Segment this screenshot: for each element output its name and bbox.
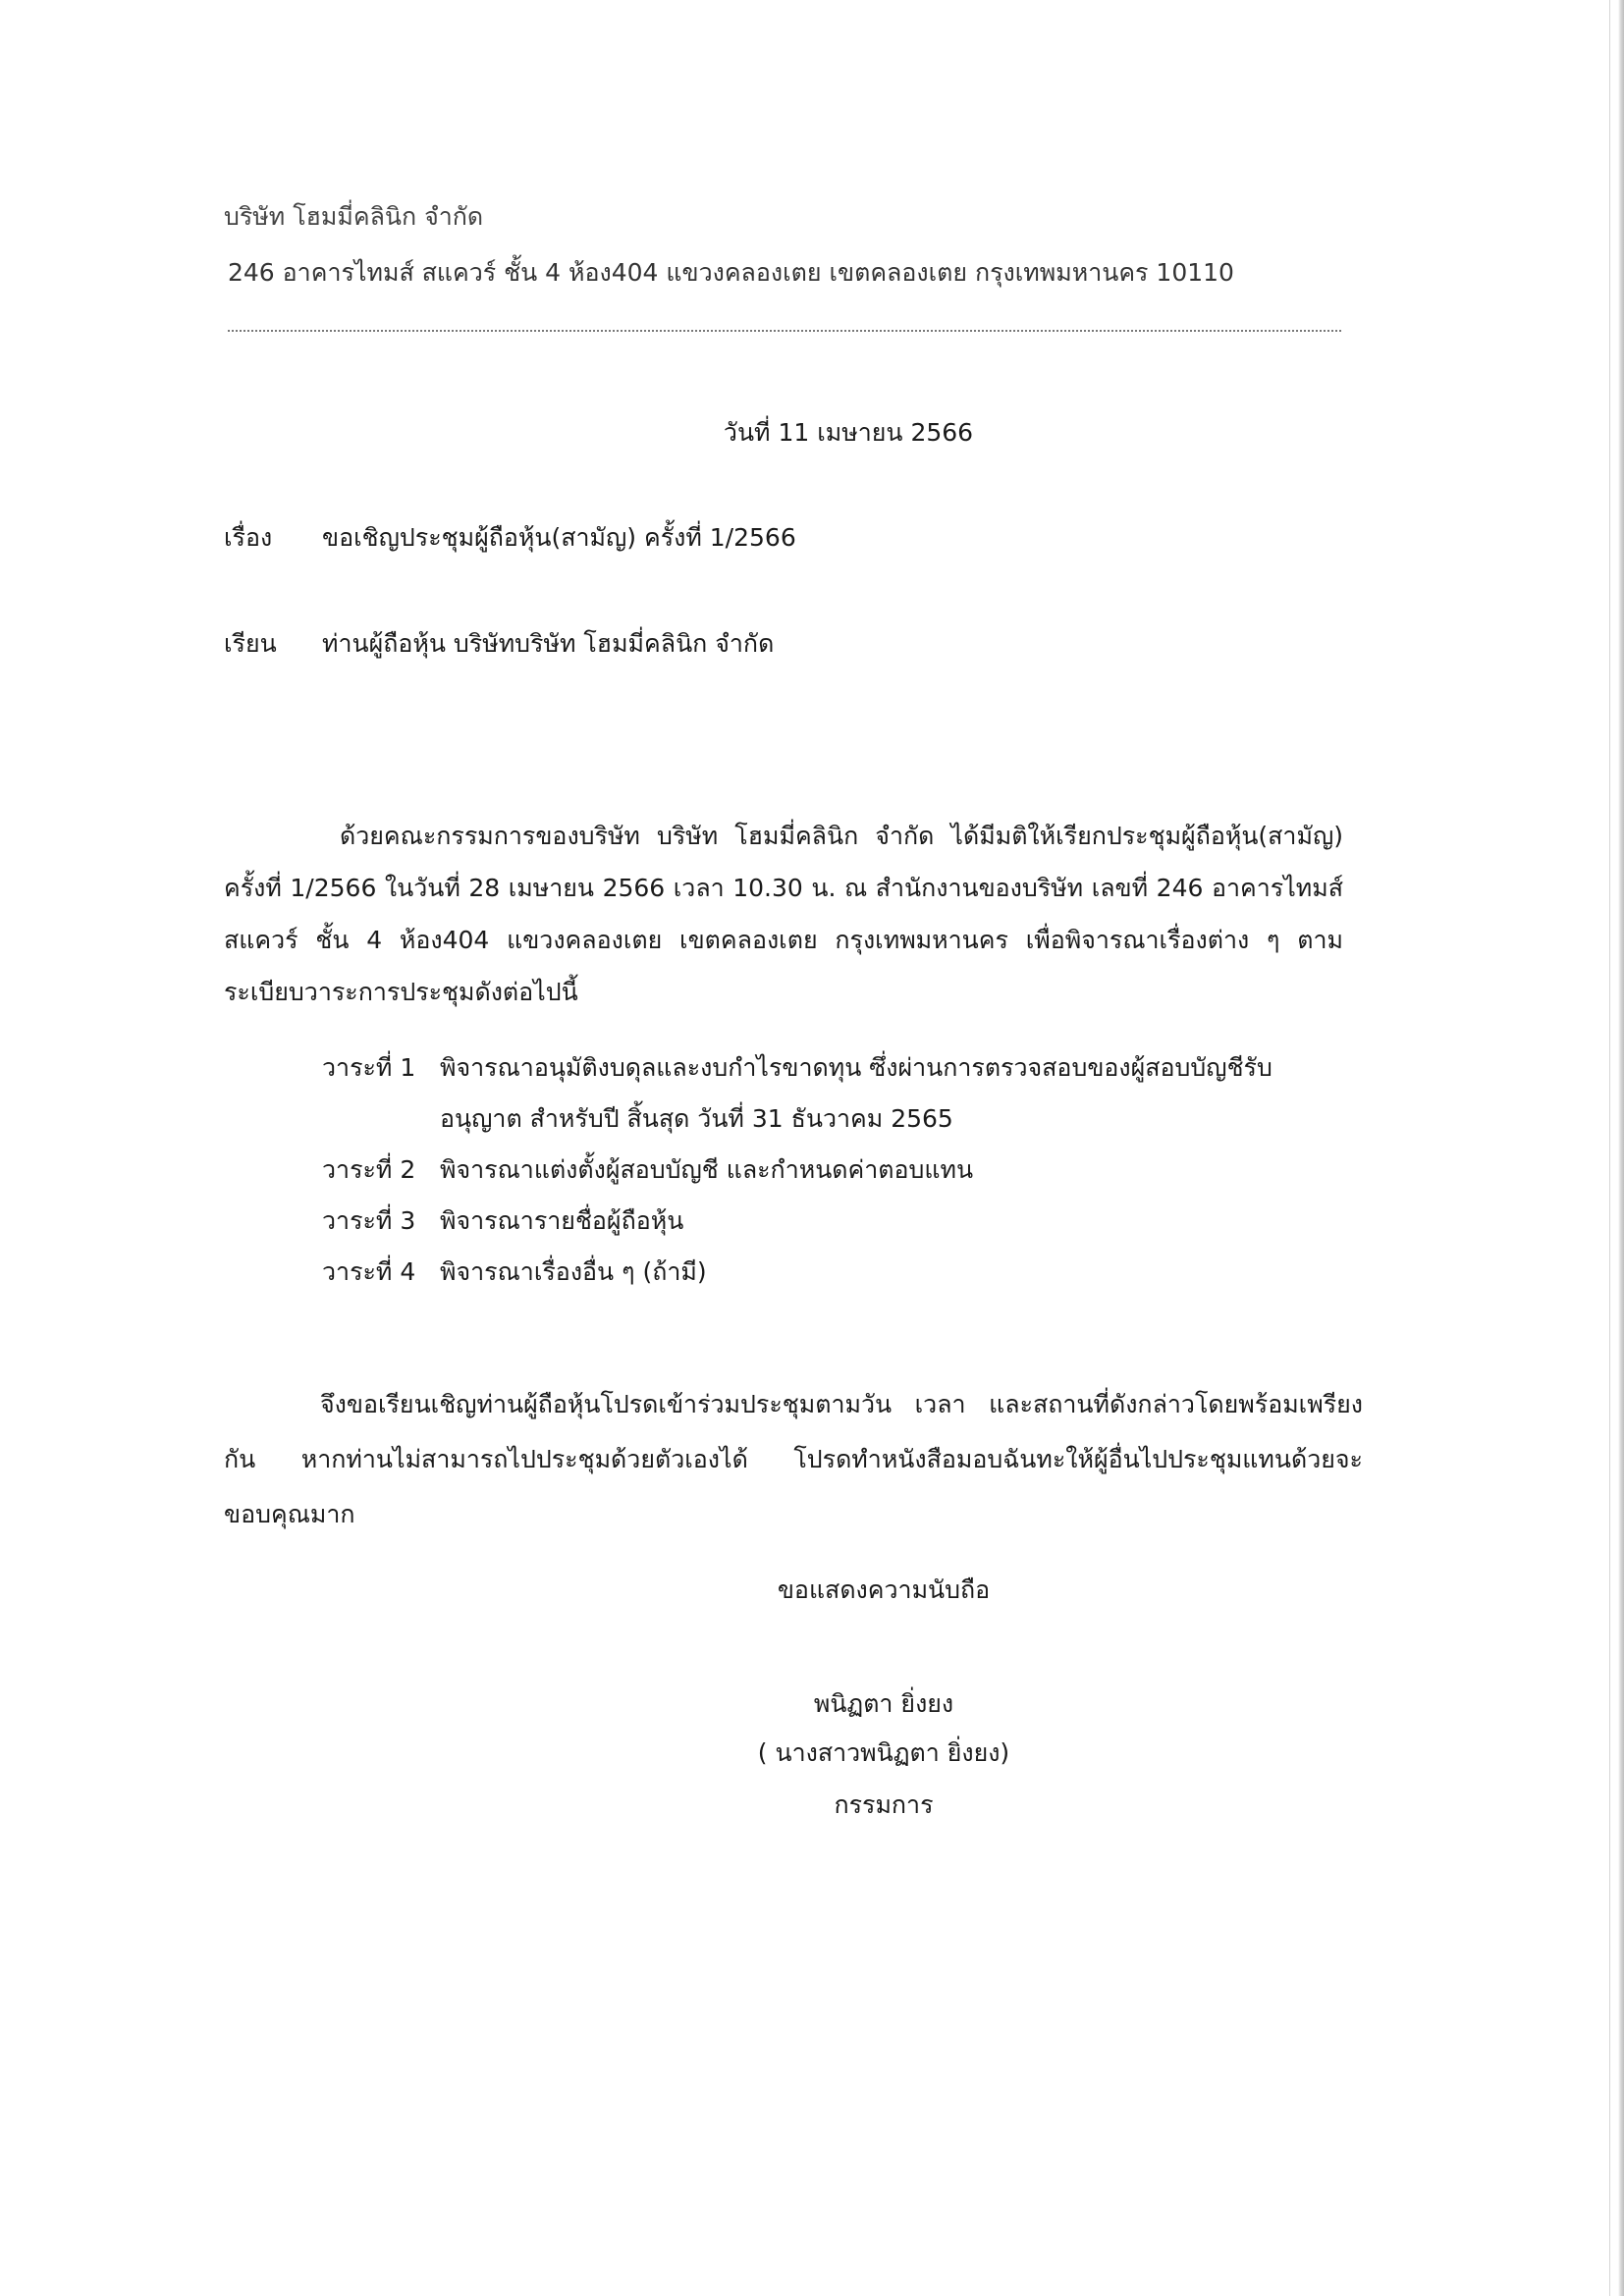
body-paragraph: ด้วยคณะกรรมการของบริษัท บริษัท โฮมมี่คลินิก จำกัด ได้มีมติให้เรียกประชุมผู้ถือหุ้น(สามัญ) ครั้งที่ 1/2566 ในวันที่ 28 เมษายน 2566 เวลา 10.30 น. ณ สำนักงานของบริษัท เลขที่ 246 อาคารไทมส์ สแควร์ ชั้น 4 ห้อง404 แขวงคลองเตย เขตคลองเตย กรุงเทพมหานคร เพื่อพิจารณาเรื่องต่าง ๆ ตามระเบียบวาระการประชุมดังต่อไปนี้: [224, 822, 1343, 1006]
agenda-text: พิจารณาแต่งตั้งผู้สอบบัญชี และกำหนดค่าตอบแทน: [440, 1155, 974, 1184]
header-divider: [228, 330, 1341, 332]
scan-edge: [1618, 0, 1624, 2296]
agenda-item: [322, 1042, 1353, 1145]
agenda-text: พิจารณารายชื่อผู้ถือหุ้น: [440, 1206, 684, 1235]
agenda-number: วาระที่ 2: [322, 1155, 416, 1184]
scan-edge-line: [1609, 0, 1610, 2296]
subject-label: เรื่อง: [224, 523, 273, 552]
agenda-list: [322, 1042, 1353, 1298]
agenda-number: วาระที่ 4: [322, 1257, 416, 1286]
letter-date: วันที่ 11 เมษายน 2566: [723, 418, 974, 447]
company-name: บริษัท โฮมมี่คลินิก จำกัด: [224, 202, 484, 231]
agenda-number: วาระที่ 3: [322, 1206, 416, 1235]
signatory-title: กรรมการ: [834, 1790, 934, 1819]
closing-paragraph: จึงขอเรียนเชิญท่านผู้ถือหุ้นโปรดเข้าร่วมประชุมตามวัน เวลา และสถานที่ดังกล่าวโดยพร้อมเพรียงกัน หากท่านไม่สามารถไปประชุมด้วยตัวเองได้ โปรดทำหนังสือมอบฉันทะให้ผู้อื่นไปประชุมแทนด้วยจะขอบคุณมาก: [224, 1390, 1363, 1528]
company-address: 246 อาคารไทมส์ สแควร์ ชั้น 4 ห้อง404 แขวงคลองเตย เขตคลองเตย กรุงเทพมหานคร 10110: [228, 258, 1234, 287]
agenda-text: พิจารณาเรื่องอื่น ๆ (ถ้ามี): [440, 1257, 707, 1286]
signoff: ขอแสดงความนับถือ: [777, 1575, 991, 1604]
agenda-item: [322, 1247, 1353, 1298]
subject-text: ขอเชิญประชุมผู้ถือหุ้น(สามัญ) ครั้งที่ 1/2566: [322, 523, 796, 552]
agenda-text: พิจารณาอนุมัติงบดุลและงบกำไรขาดทุน ซึ่งผ่านการตรวจสอบของผู้สอบบัญชีรับอนุญาต สำหรับปี สิ้นสุด วันที่ 31 ธันวาคม 2565: [440, 1053, 1272, 1133]
salutation-label: เรียน: [224, 629, 277, 658]
agenda-number: วาระที่ 1: [322, 1053, 416, 1082]
agenda-item: [322, 1196, 1353, 1247]
signatory-full-name: ( นางสาวพนิฏตา ยิ่งยง): [757, 1738, 1010, 1767]
signature-name: พนิฏตา ยิ่งยง: [813, 1689, 954, 1718]
agenda-item: [322, 1145, 1353, 1196]
salutation-text: ท่านผู้ถือหุ้น บริษัทบริษัท โฮมมี่คลินิก จำกัด: [322, 629, 775, 658]
